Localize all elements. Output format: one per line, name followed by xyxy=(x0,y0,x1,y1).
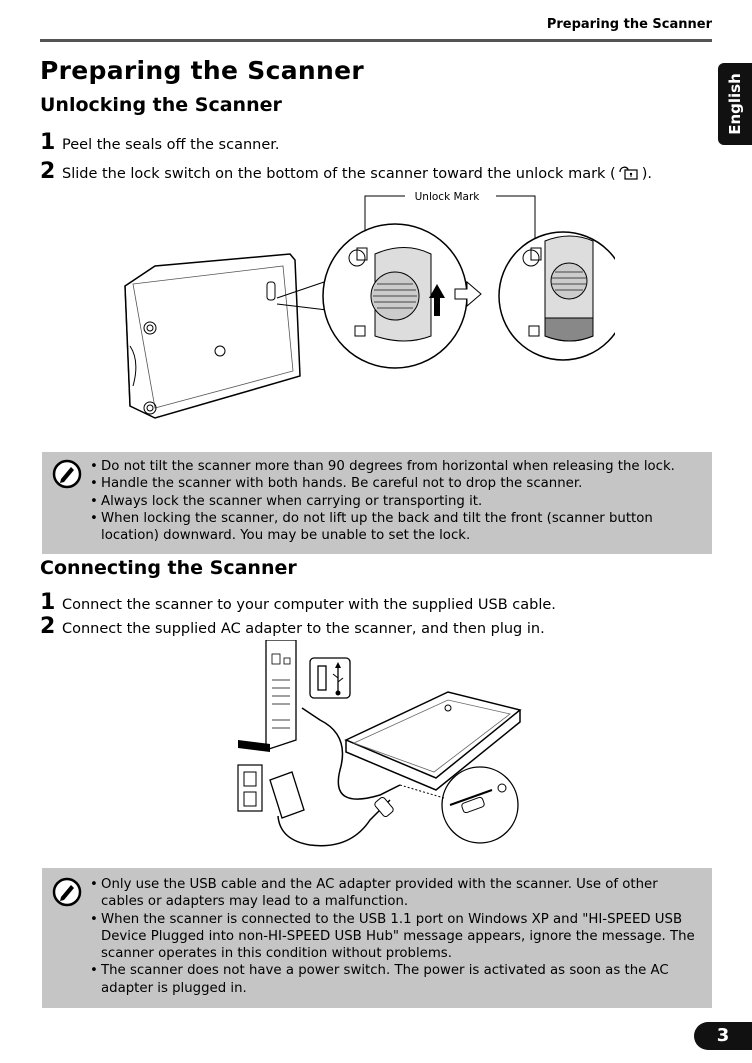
step-text: Connect the supplied AC adapter to the scanner, and then plug in. xyxy=(62,621,545,637)
caution-pencil-icon xyxy=(52,877,82,907)
note-item: • Do not tilt the scanner more than 90 degrees from horizontal when releasing the lock. xyxy=(90,458,700,475)
unlock-step-1 xyxy=(40,130,280,155)
step-number: 1 xyxy=(40,130,56,155)
note-item: • When locking the scanner, do not lift up the back and tilt the front (scanner button location) downward. You may be unable to set the lock. xyxy=(90,510,700,545)
connecting-heading: Connecting the Scanner xyxy=(40,557,297,579)
scanner-connection-illustration xyxy=(230,640,530,855)
note-item: • When the scanner is connected to the USB 1.1 port on Windows XP and "HI-SPEED USB Device Plugged into non-HI-SPEED USB Hub" message appears, ignore the message. The scanner operates in this condition without problems. xyxy=(90,911,700,963)
step-text: Peel the seals off the scanner. xyxy=(62,137,280,153)
language-tab-label: English xyxy=(726,73,744,135)
note-item: • The scanner does not have a power switch. The power is activated as soon as the AC adapter is plugged in. xyxy=(90,962,700,997)
language-tab xyxy=(718,63,752,145)
connect-notes-box xyxy=(42,868,712,1008)
page-title: Preparing the Scanner xyxy=(40,56,364,85)
unlock-notes-list xyxy=(90,458,700,544)
unlock-mark-icon xyxy=(617,164,641,180)
step-text: Slide the lock switch on the bottom of the scanner toward the unlock mark ( xyxy=(62,166,616,182)
scanner-unlock-illustration xyxy=(95,186,615,428)
step-number: 1 xyxy=(40,590,56,615)
connect-notes-list xyxy=(90,876,700,997)
header-rule xyxy=(40,39,712,42)
step-number: 2 xyxy=(40,159,56,184)
step-number: 2 xyxy=(40,614,56,639)
running-header: Preparing the Scanner xyxy=(546,17,712,32)
unlocking-heading: Unlocking the Scanner xyxy=(40,94,282,116)
step-text: Connect the scanner to your computer with the supplied USB cable. xyxy=(62,597,556,613)
note-item: • Only use the USB cable and the AC adapter provided with the scanner. Use of other cables or adapters may lead to a malfunction. xyxy=(90,876,700,911)
unlock-mark-label: Unlock Mark xyxy=(414,191,480,203)
caution-pencil-icon xyxy=(52,459,82,489)
connect-step-1 xyxy=(40,590,556,615)
connect-step-2 xyxy=(40,614,545,639)
page-number: 3 xyxy=(694,1022,752,1050)
unlock-notes-box xyxy=(42,452,712,554)
step-text-suffix: ). xyxy=(641,166,652,182)
note-item: • Handle the scanner with both hands. Be careful not to drop the scanner. xyxy=(90,475,700,492)
unlock-step-2 xyxy=(40,159,652,184)
note-item: • Always lock the scanner when carrying or transporting it. xyxy=(90,493,700,510)
